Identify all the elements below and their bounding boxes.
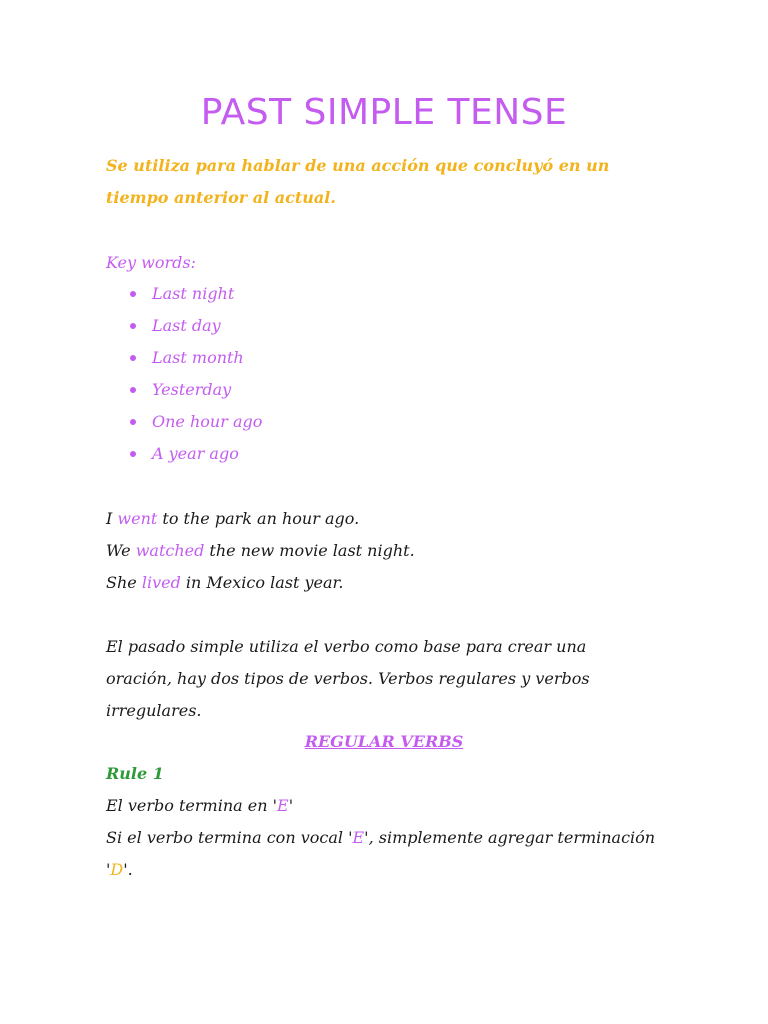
regular-verbs-heading: REGULAR VERBS [304,732,464,751]
example-verb: lived [141,573,181,592]
list-item: Last month [106,342,262,374]
example-sentence: She lived in Mexico last year. [106,573,344,592]
list-item: Last day [106,310,262,342]
bullet-icon [130,291,136,297]
highlight-letter: D [110,860,124,879]
bullet-icon [130,451,136,457]
example-sentence: We watched the new movie last night. [106,541,415,560]
example-sentences [106,503,415,599]
bullet-icon [130,323,136,329]
rule-line: Si el verbo termina con vocal 'E', simplemente agregar terminación 'D'. [106,828,656,879]
rule-title: Rule 1 [106,764,164,783]
example-sentence: I went to the park an hour ago. [106,509,360,528]
example-verb: watched [135,541,205,560]
example-verb: went [117,509,158,528]
list-item: Yesterday [106,374,262,406]
page-title: PAST SIMPLE TENSE [200,92,568,133]
highlight-letter: E [277,796,289,815]
bullet-icon [130,387,136,393]
bullet-icon [130,419,136,425]
intro-text: Se utiliza para hablar de una acción que concluyó en un tiempo anterior al actual. [106,156,610,207]
verbs-paragraph: El pasado simple utiliza el verbo como base para crear una oración, hay dos tipos de verbos. Verbos regulares y verbos irregulares. [106,637,590,720]
rule-line: El verbo termina en 'E' [106,796,294,815]
key-words-label: Key words: [106,253,196,272]
list-item: Last night [106,278,262,310]
key-words-list [106,278,262,470]
list-item: A year ago [106,438,262,470]
list-item: One hour ago [106,406,262,438]
highlight-letter: E [352,828,365,847]
bullet-icon [130,355,136,361]
rule-body [106,790,666,886]
